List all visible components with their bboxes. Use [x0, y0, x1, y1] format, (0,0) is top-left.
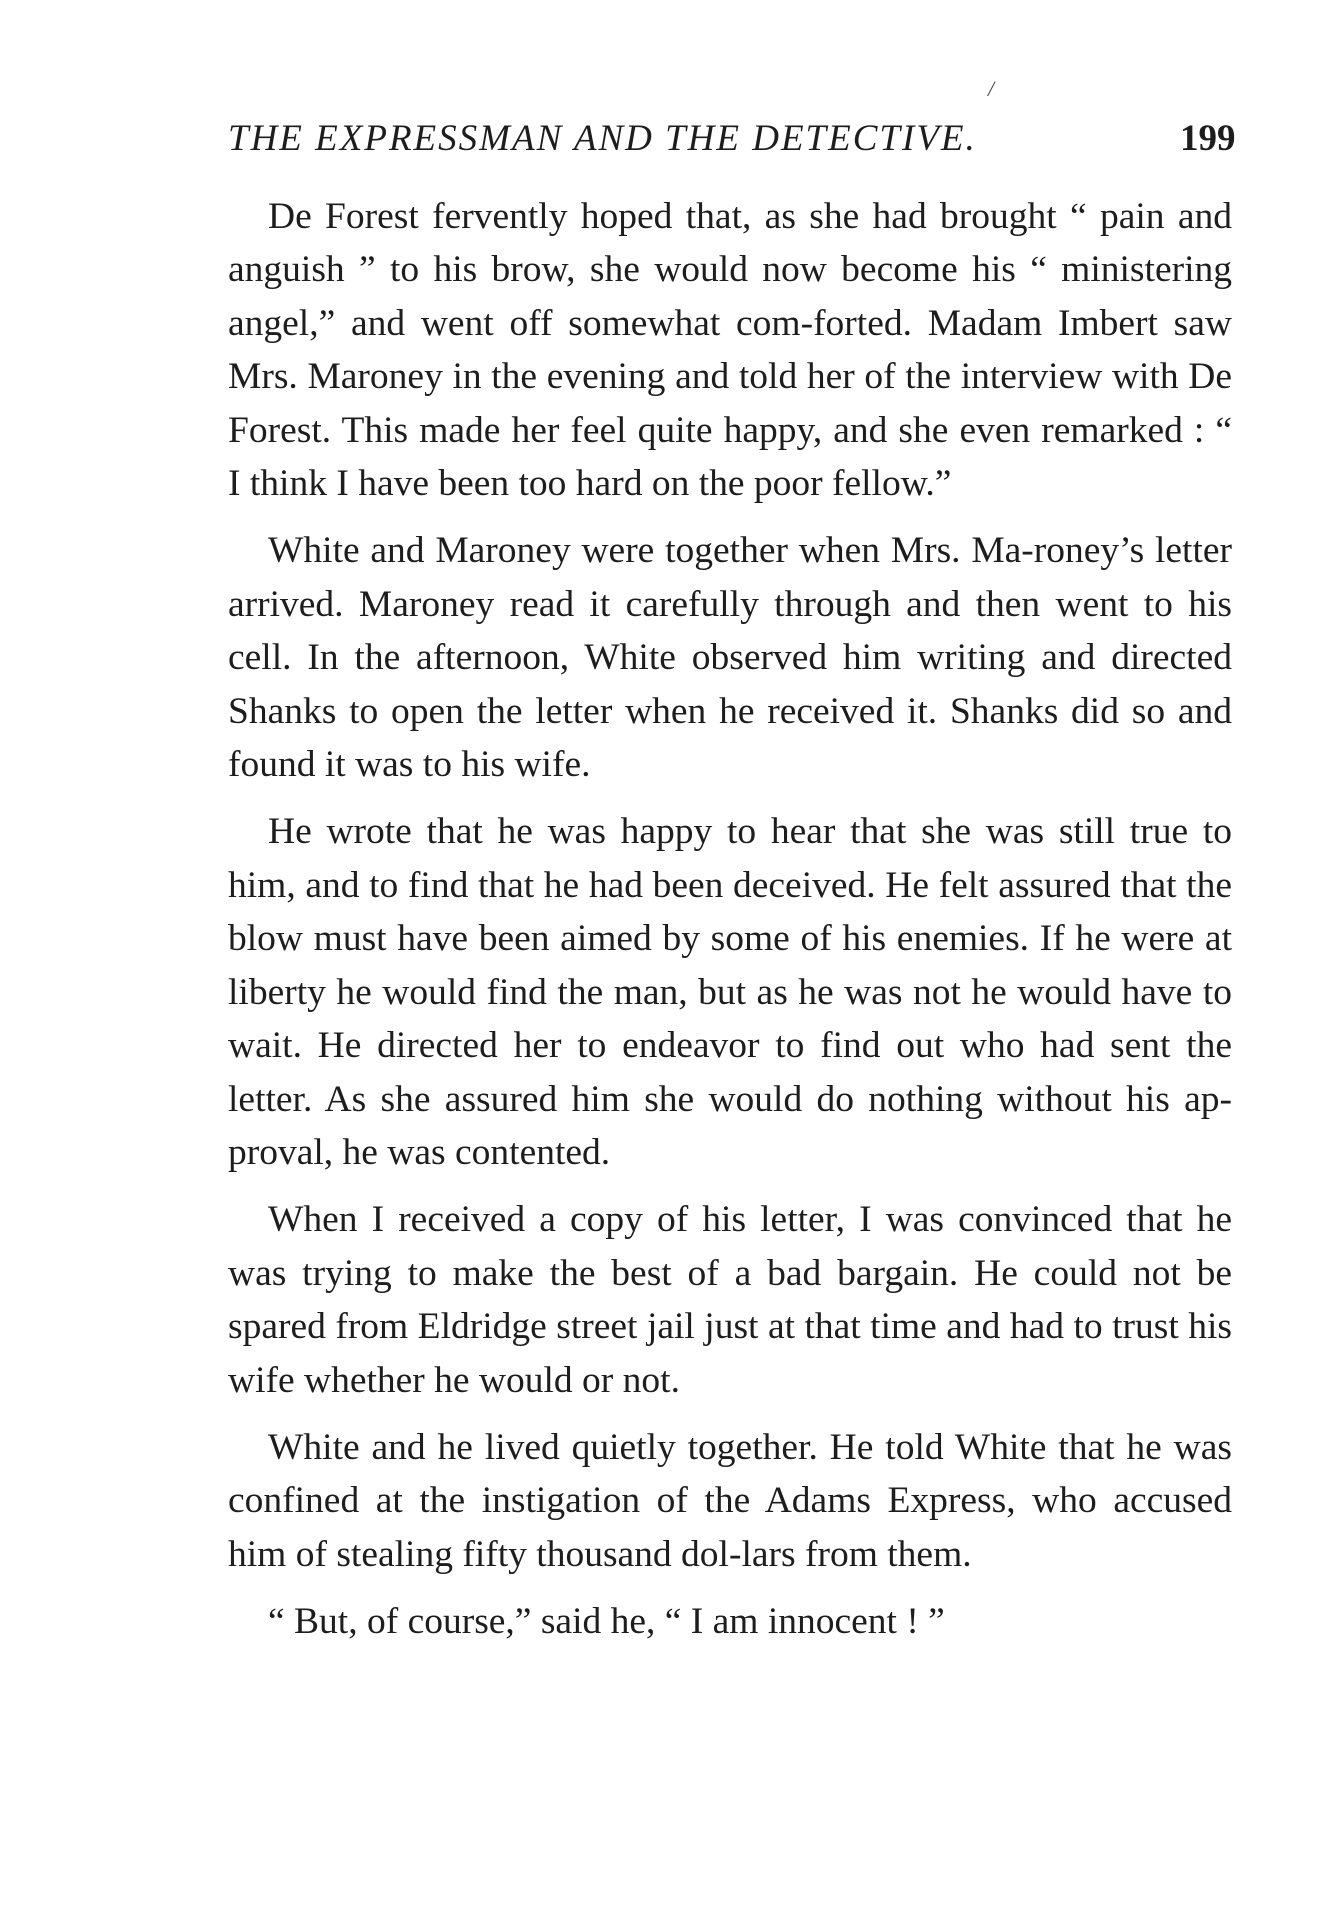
paragraph: He wrote that he was happy to hear that she was still true to him, and to find that he had been deceived. He felt assured that the blow must have been aimed by some of his enemies. If he were at liberty he would find the man, but as he was not he would have to wait. He directed her to endeavor to find out who had sent the letter. As she assured him she would do nothing without his ap-proval, he was contented. [228, 811, 1232, 1173]
paragraph: When I received a copy of his letter, I was convinced that he was trying to make the best of a bad bargain. He could not be spared from Eldridge street jail just at that time and had to trust his wife whether he would or not. [228, 1199, 1232, 1401]
page-number: 199 [1180, 118, 1236, 159]
paragraph: De Forest fervently hoped that, as she had brought “ pain and anguish ” to his brow, she would now become his “ ministering angel,” and went off somewhat com-forted. Madam Imbert saw Mrs. Maroney in the evening and told her of the interview with De Forest. This made her feel quite happy, and she even remarked : “ I think I have been too hard on the poor fellow.” [228, 196, 1232, 505]
paragraph: White and Maroney were together when Mrs. Ma-roney’s letter arrived. Maroney read it carefully through and then went to his cell. In the afternoon, White observed him writing and directed Shanks to open the letter when he received it. Shanks did so and found it was to his wife. [228, 530, 1232, 786]
paragraph: White and he lived quietly together. He told White that he was confined at the instigation of the Adams Express, who accused him of stealing fifty thousand dol-lars from them. [228, 1426, 1232, 1575]
paragraph: “ But, of course,” said he, “ I am innocent ! ” [268, 1601, 945, 1643]
running-head-title: THE EXPRESSMAN AND THE DETECTIVE. [228, 118, 977, 159]
body-text [228, 190, 1232, 1663]
margin-mark: / [988, 76, 995, 101]
running-head [228, 114, 1236, 164]
